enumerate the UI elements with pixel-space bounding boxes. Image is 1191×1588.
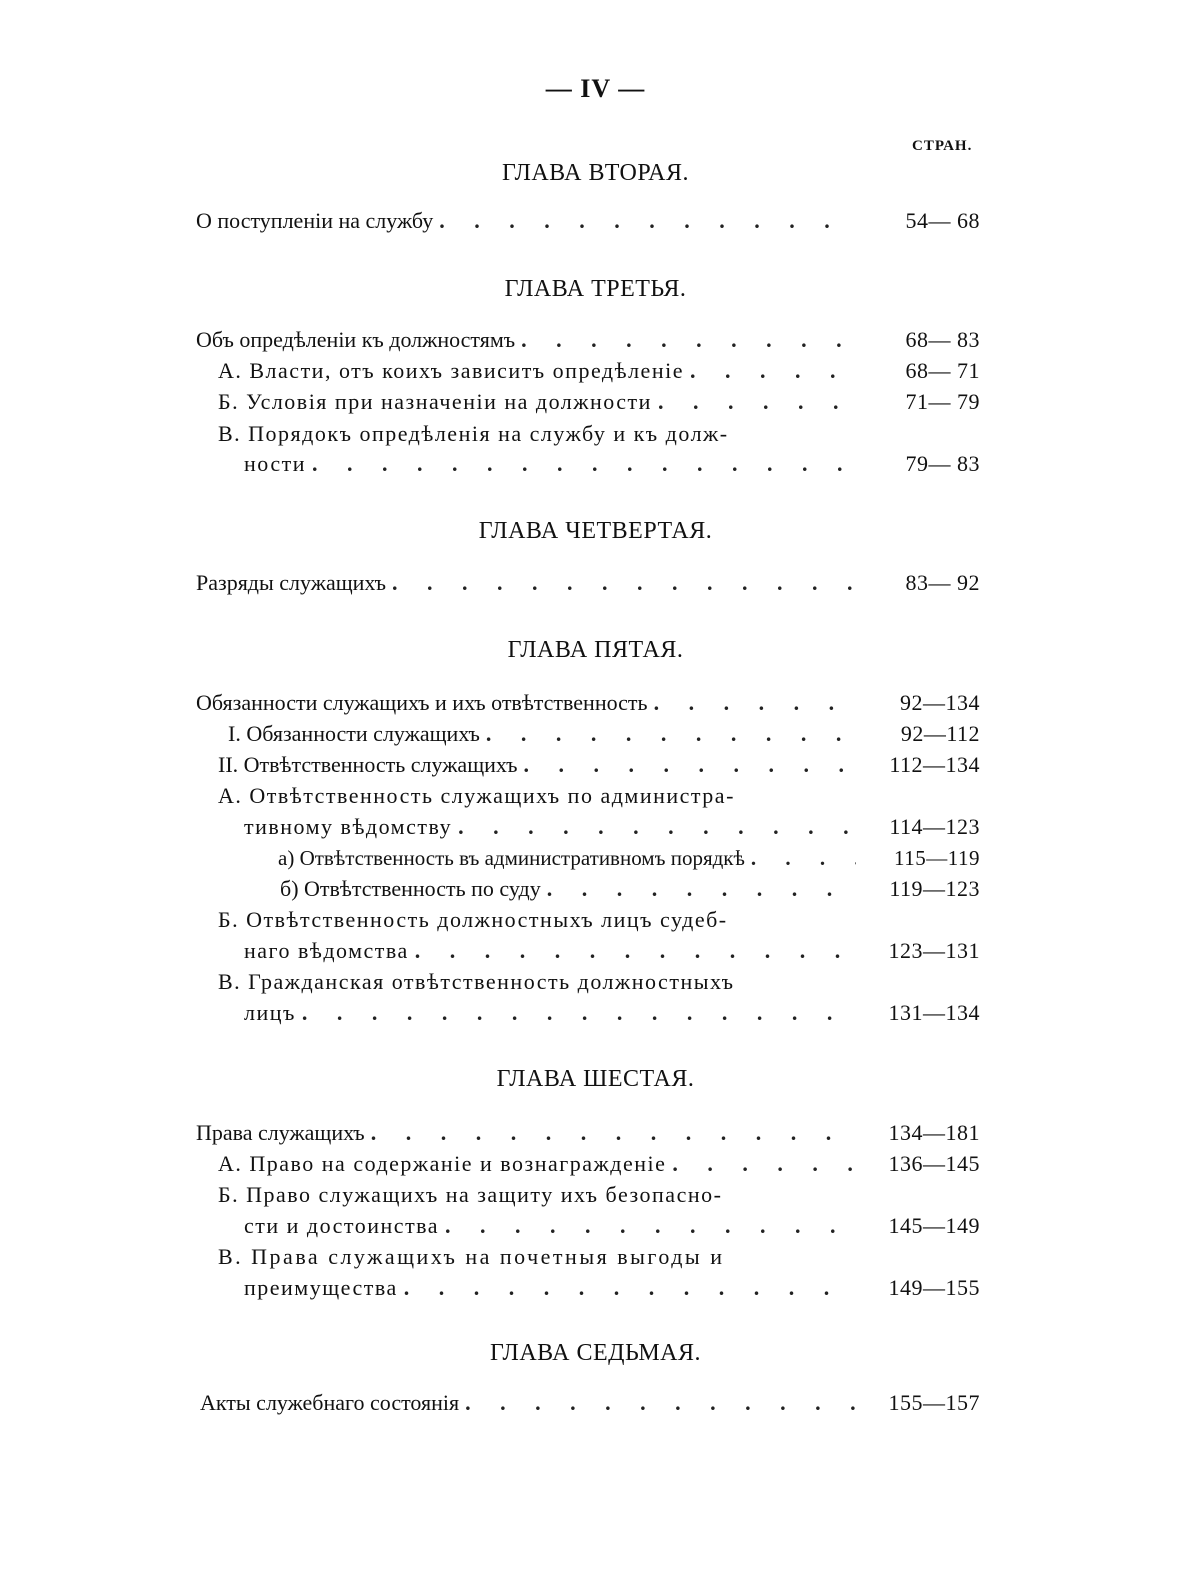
entry-text: Объ опредѣленіи къ должностямъ [196, 325, 521, 355]
entry-text: В. Порядокъ опредѣленія на службу и къ долж- [218, 421, 729, 446]
dot-leader [465, 1388, 856, 1418]
entry-pages: 114—123 [856, 812, 980, 842]
toc-entry [244, 812, 980, 842]
dot-leader [523, 750, 856, 780]
dot-leader [521, 325, 856, 355]
toc-entry [278, 843, 980, 873]
toc-entry [196, 568, 980, 598]
entry-text: а) Отвѣтственность въ административномъ порядкѣ [278, 843, 751, 873]
toc-entry [244, 998, 980, 1028]
chapter-title: ГЛАВА ТРЕТЬЯ. [504, 276, 687, 302]
dot-leader [302, 998, 856, 1028]
toc-entry [196, 688, 980, 718]
entry-text: О поступленіи на службу [196, 206, 439, 236]
dot-leader [439, 206, 856, 236]
entry-pages: 54— 68 [856, 206, 980, 236]
chapter-title: ГЛАВА ПЯТАЯ. [507, 637, 684, 663]
page-number: — IV — [545, 74, 646, 103]
entry-text-continued: преимущества [244, 1273, 404, 1303]
entry-text-continued: наго вѣдомства [244, 936, 415, 966]
toc-entry [196, 1118, 980, 1148]
entry-text: Разряды служащихъ [196, 568, 392, 598]
dot-leader [404, 1273, 856, 1303]
entry-text-continued: лицъ [244, 998, 302, 1028]
dot-leader [415, 936, 856, 966]
toc-entry [244, 449, 980, 479]
toc-entry [196, 325, 980, 355]
entry-pages: 123—131 [856, 936, 980, 966]
entry-text: Б. Отвѣтственность должностныхъ лицъ судеб- [218, 907, 728, 932]
entry-text-continued: ности [244, 449, 312, 479]
entry-text: I. Обязанности служащихъ [228, 719, 486, 749]
toc-entry [218, 356, 980, 386]
entry-pages: 71— 79 [856, 387, 980, 417]
entry-pages: 68— 83 [856, 325, 980, 355]
entry-pages: 119—123 [856, 874, 980, 904]
dot-leader [312, 449, 856, 479]
entry-pages: 79— 83 [856, 449, 980, 479]
entry-pages: 134—181 [856, 1118, 980, 1148]
toc-entry [218, 750, 980, 780]
dot-leader [445, 1211, 856, 1241]
entry-pages: 112—134 [856, 750, 980, 780]
toc-entry [244, 1211, 980, 1241]
dot-leader [547, 874, 856, 904]
entry-text: А. Право на содержаніе и вознагражденіе [218, 1149, 672, 1179]
chapter-title: ГЛАВА СЕДЬМАЯ. [489, 1340, 702, 1366]
entry-text: Права служащихъ [196, 1118, 371, 1148]
entry-text: II. Отвѣтственность служащихъ [218, 750, 523, 780]
toc-entry [244, 936, 980, 966]
dot-leader [486, 719, 856, 749]
entry-pages: 83— 92 [856, 568, 980, 598]
pages-column-header: СТРАН. [912, 138, 973, 154]
toc-entry [218, 1149, 980, 1179]
entry-text: Акты служебнаго состоянія [200, 1388, 465, 1418]
entry-text: Обязанности служащихъ и ихъ отвѣтственность [196, 688, 654, 718]
entry-text: б) Отвѣтственность по суду [280, 874, 547, 904]
chapter-title: ГЛАВА ЧЕТВЕРТАЯ. [478, 518, 713, 544]
entry-pages: 68— 71 [856, 356, 980, 386]
entry-text: В. Права служащихъ на почетныя выгоды и [218, 1244, 725, 1269]
entry-pages: 92—134 [856, 688, 980, 718]
toc-entry [228, 719, 980, 749]
entry-text: А. Отвѣтственность служащихъ по администра- [218, 783, 735, 808]
chapter-title: ГЛАВА ШЕСТАЯ. [496, 1066, 695, 1092]
entry-text: Б. Условія при назначеніи на должности [218, 387, 658, 417]
dot-leader [751, 843, 856, 873]
dot-leader [458, 812, 856, 842]
dot-leader [654, 688, 856, 718]
entry-text: В. Гражданская отвѣтственность должностныхъ [218, 969, 735, 994]
entry-text: А. Власти, отъ коихъ зависитъ опредѣленіе [218, 356, 690, 386]
toc-entry [200, 1388, 980, 1418]
entry-pages: 149—155 [856, 1273, 980, 1303]
entry-text-continued: тивному вѣдомству [244, 812, 458, 842]
entry-pages: 115—119 [856, 843, 980, 873]
toc-entry [196, 206, 980, 236]
entry-pages: 155—157 [856, 1388, 980, 1418]
toc-entry [218, 387, 980, 417]
entry-pages: 92—112 [856, 719, 980, 749]
entry-pages: 131—134 [856, 998, 980, 1028]
dot-leader [690, 356, 856, 386]
chapter-title: ГЛАВА ВТОРАЯ. [502, 160, 689, 186]
entry-pages: 136—145 [856, 1149, 980, 1179]
entry-text: Б. Право служащихъ на защиту ихъ безопасно- [218, 1182, 723, 1207]
dot-leader [392, 568, 856, 598]
toc-entry [244, 1273, 980, 1303]
dot-leader [672, 1149, 856, 1179]
entry-text-continued: сти и достоинства [244, 1211, 445, 1241]
dot-leader [371, 1118, 856, 1148]
dot-leader [658, 387, 856, 417]
toc-entry [280, 874, 980, 904]
entry-pages: 145—149 [856, 1211, 980, 1241]
